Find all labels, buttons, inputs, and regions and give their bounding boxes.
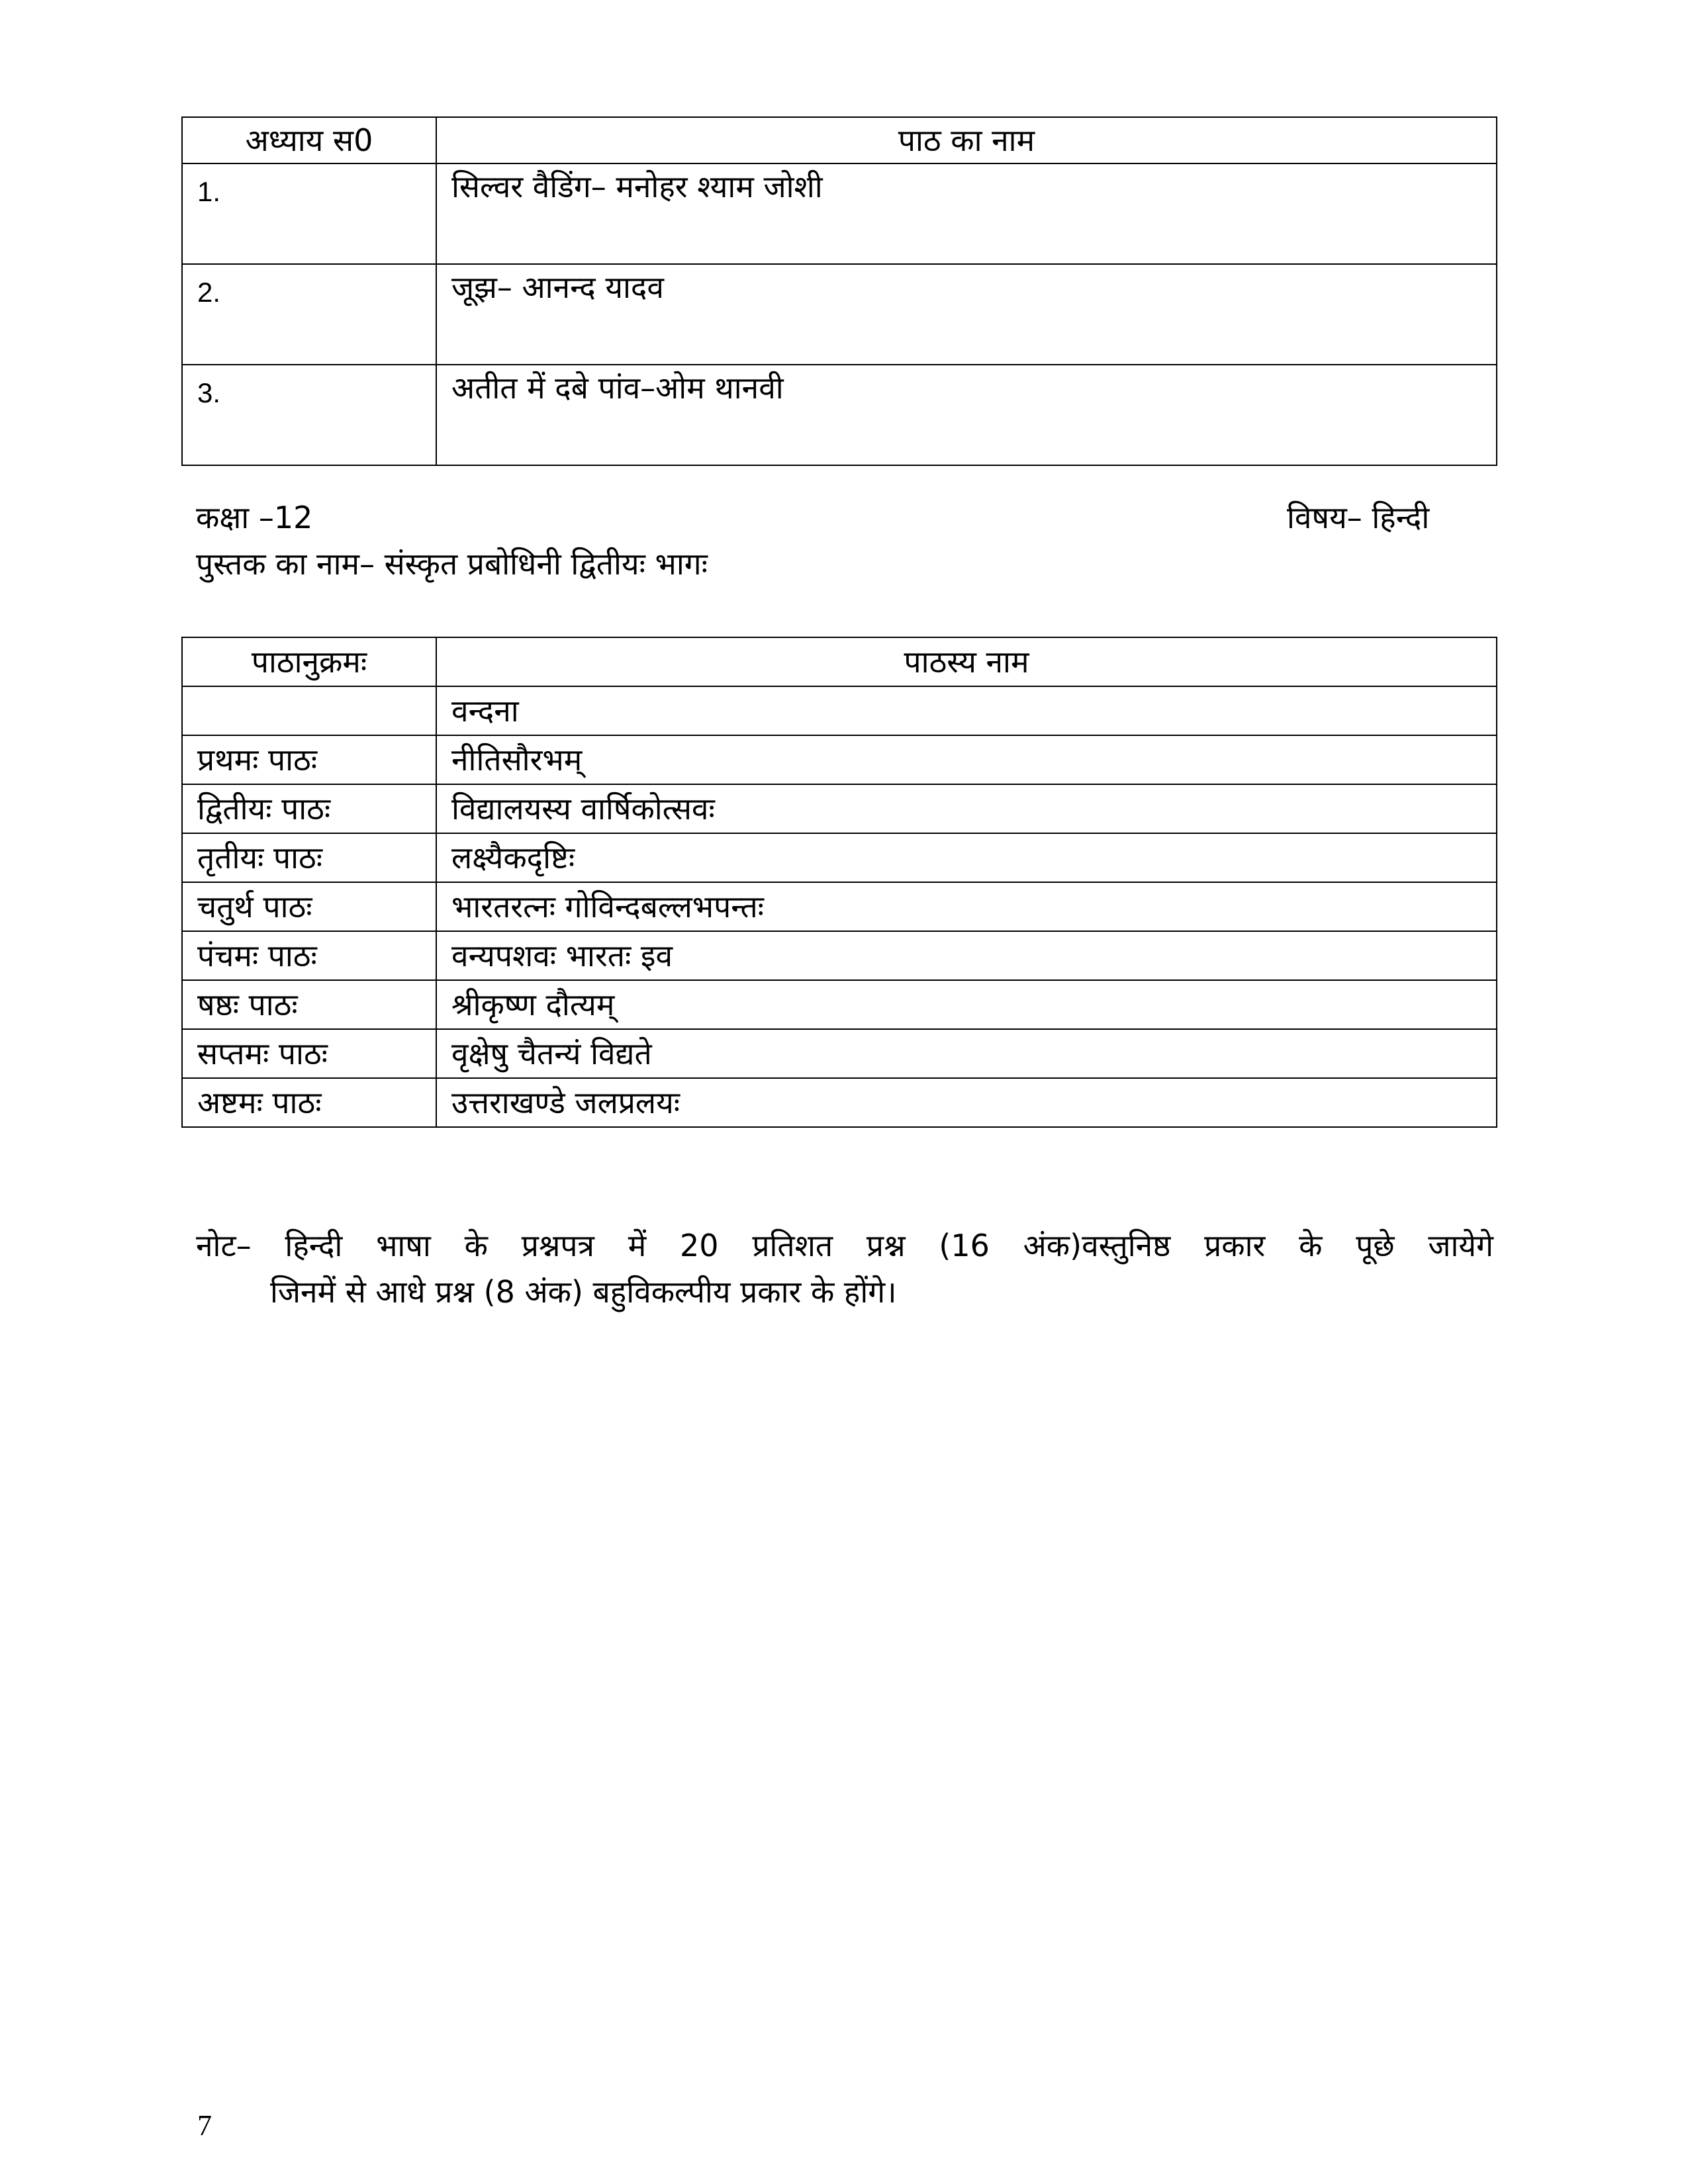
lesson-order: द्वितीयः पाठः [182, 784, 436, 833]
table-row [182, 1029, 1497, 1078]
chapter-table-header [182, 117, 1497, 163]
table-row [182, 735, 1497, 784]
chapter-number: 1. [182, 163, 436, 264]
chapter-name: जूझ– आनन्द यादव [436, 264, 1497, 365]
table-row [182, 784, 1497, 833]
table-row [182, 686, 1497, 735]
lesson-name: नीतिसौरभम् [436, 735, 1497, 784]
lesson-order: सप्तमः पाठः [182, 1029, 436, 1078]
book-name: पुस्तक का नाम– संस्कृत प्रबोधिनी द्वितीयः भागः [196, 546, 708, 582]
header-lesson-order: पाठानुक्रमः [182, 637, 436, 686]
lesson-name: भारतरत्नः गोविन्दबल्लभपन्तः [436, 882, 1497, 931]
lesson-name: वन्दना [436, 686, 1497, 735]
table-row [182, 365, 1497, 465]
lesson-order: चतुर्थ पाठः [182, 882, 436, 931]
lesson-order: प्रथमः पाठः [182, 735, 436, 784]
table-row [182, 882, 1497, 931]
lesson-name: श्रीकृष्ण दौत्यम् [436, 980, 1497, 1029]
note-line-1: नोट– हिन्दी भाषा के प्रश्नपत्र में 20 प्रतिशत प्रश्न (16 अंक)वस्तुनिष्ठ प्रकार के पूछे जायेगे [196, 1228, 1493, 1263]
header-lesson-name: पाठस्य नाम [436, 637, 1497, 686]
chapter-number: 3. [182, 365, 436, 465]
page-number: 7 [197, 2109, 212, 2142]
lesson-order [182, 686, 436, 735]
lesson-order: अष्टमः पाठः [182, 1078, 436, 1127]
chapter-name: अतीत में दबे पांव–ओम थानवी [436, 365, 1497, 465]
header-chapter-name: पाठ का नाम [436, 117, 1497, 163]
table-row [182, 264, 1497, 365]
lesson-name: लक्ष्यैकदृष्टिः [436, 833, 1497, 882]
table-row [182, 931, 1497, 980]
header-chapter-number: अध्याय स0 [182, 117, 436, 163]
table-row [182, 163, 1497, 264]
lesson-order: तृतीयः पाठः [182, 833, 436, 882]
class-label: कक्षा –12 [196, 500, 313, 535]
table-row [182, 1078, 1497, 1127]
chapter-name: सिल्वर वैडिंग– मनोहर श्याम जोशी [436, 163, 1497, 264]
subject-label: विषय– हिन्दी [1287, 500, 1430, 535]
lesson-table [181, 637, 1497, 1128]
table-row [182, 833, 1497, 882]
lesson-name: उत्तराखण्डे जलप्रलयः [436, 1078, 1497, 1127]
lesson-name: विद्यालयस्य वार्षिकोत्सवः [436, 784, 1497, 833]
lesson-name: वन्यपशवः भारतः इव [436, 931, 1497, 980]
chapter-table [181, 116, 1497, 466]
lesson-order: षष्ठः पाठः [182, 980, 436, 1029]
lesson-table-header [182, 637, 1497, 686]
table-row [182, 980, 1497, 1029]
note-line-2: जिनमें से आधे प्रश्न (8 अंक) बहुविकल्पीय प्रकार के होंगे। [270, 1274, 897, 1310]
lesson-name: वृक्षेषु चैतन्यं विद्यते [436, 1029, 1497, 1078]
lesson-order: पंचमः पाठः [182, 931, 436, 980]
chapter-number: 2. [182, 264, 436, 365]
